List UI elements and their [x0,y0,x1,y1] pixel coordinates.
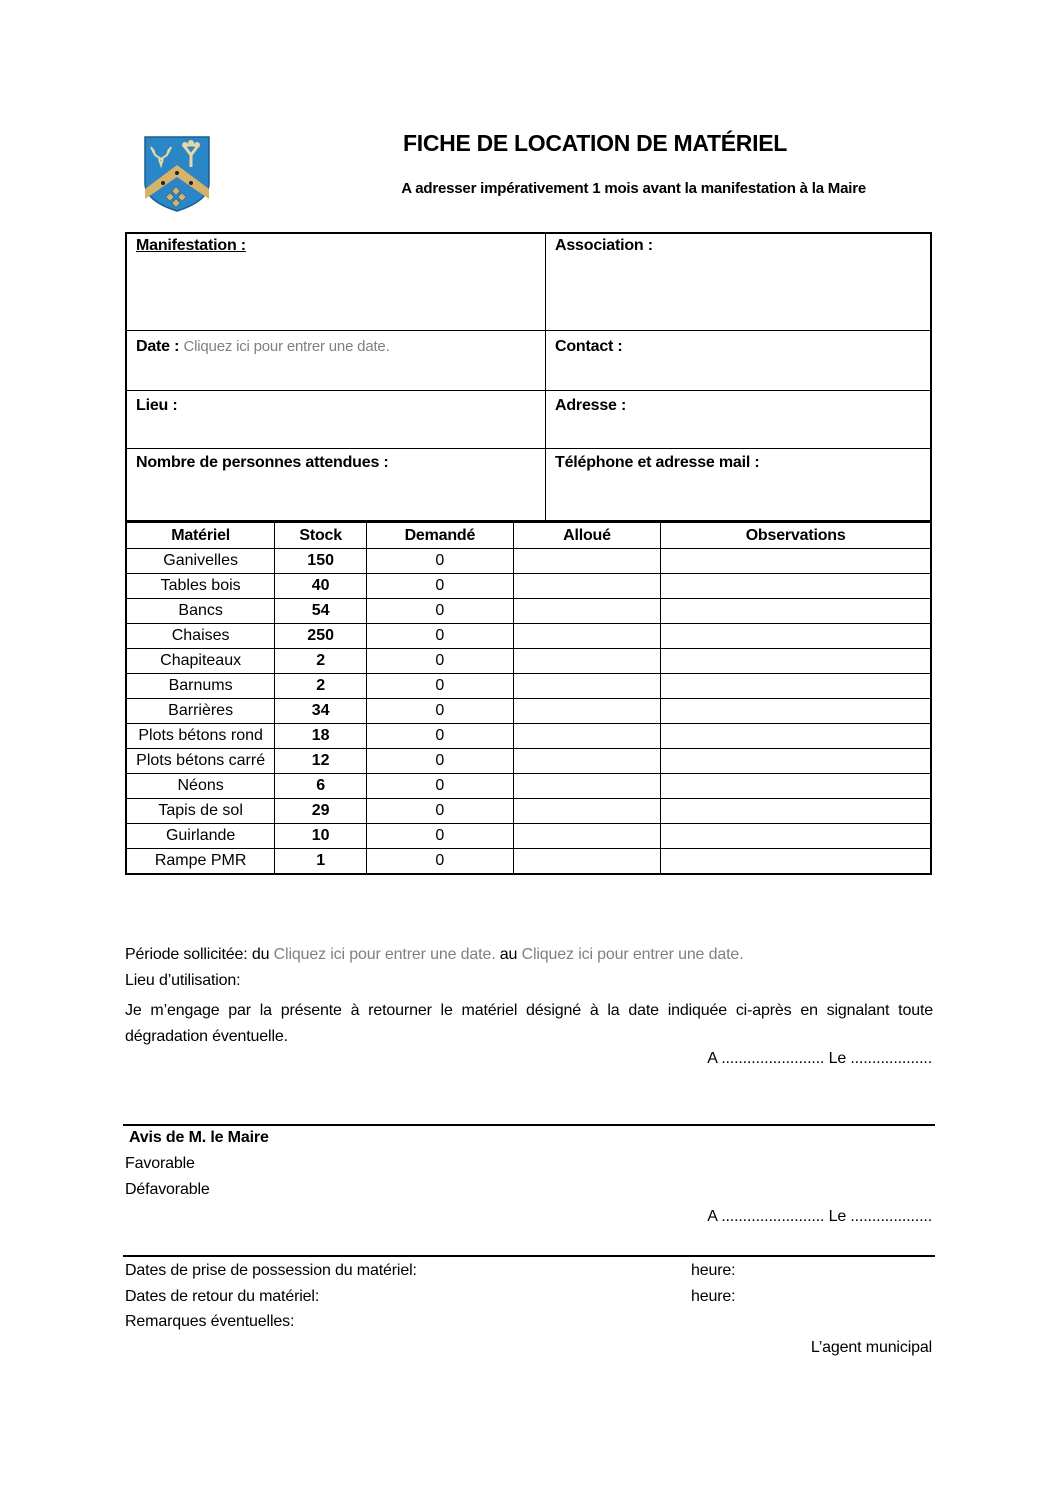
page-title: FICHE DE LOCATION DE MATÉRIEL [403,130,787,156]
material-demande[interactable]: 0 [367,724,514,749]
material-name: Tables bois [126,574,275,599]
material-alloue[interactable] [513,799,661,824]
material-alloue[interactable] [513,599,661,624]
material-stock: 34 [275,699,367,724]
material-row [126,799,931,824]
material-alloue[interactable] [513,624,661,649]
material-stock: 1 [275,849,367,875]
material-name: Bancs [126,599,275,624]
material-stock: 54 [275,599,367,624]
page-subtitle: A adresser impérativement 1 mois avant la manifestation à la Maire [401,180,866,197]
material-observations[interactable] [661,849,931,875]
material-observations[interactable] [661,749,931,774]
material-stock: 2 [275,649,367,674]
manifestation-field[interactable] [127,234,546,330]
sign-place-date-2: A ........................ Le ................... [707,1208,932,1225]
sign-place-date-1: A ........................ Le ................... [707,1050,932,1067]
info-row-date [127,331,930,391]
lieu-label: Lieu : [136,397,178,414]
contact-field[interactable] [546,331,930,390]
coat-of-arms-icon [143,133,211,213]
association-field[interactable] [546,234,930,330]
remarques-label: Remarques éventuelles: [125,1313,295,1330]
material-stock: 40 [275,574,367,599]
telephone-field[interactable] [546,449,930,522]
event-info-table [125,232,932,522]
material-alloue[interactable] [513,674,661,699]
header-materiel: Matériel [126,522,275,549]
coat-of-arms-logo [143,133,211,213]
material-demande[interactable]: 0 [367,749,514,774]
period-label: Période sollicitée: du [125,946,270,963]
material-row [126,824,931,849]
material-row [126,724,931,749]
header-observations: Observations [661,522,931,549]
material-name: Rampe PMR [126,849,275,875]
retour-label: Dates de retour du matériel: [125,1288,320,1305]
adresse-field[interactable] [546,391,930,448]
material-alloue[interactable] [513,549,661,574]
material-stock: 18 [275,724,367,749]
avis-favorable[interactable]: Favorable [125,1155,195,1172]
info-row-manifestation [127,234,930,331]
material-demande[interactable]: 0 [367,624,514,649]
material-alloue[interactable] [513,849,661,875]
manifestation-label: Manifestation : [136,237,246,254]
material-name: Tapis de sol [126,799,275,824]
material-alloue[interactable] [513,749,661,774]
material-stock: 29 [275,799,367,824]
prise-heure-label: heure: [691,1262,736,1279]
material-name: Chapiteaux [126,649,275,674]
lieu-utilisation: Lieu d’utilisation: [125,972,241,989]
materials-body [126,549,931,875]
material-observations[interactable] [661,599,931,624]
material-row [126,549,931,574]
material-alloue[interactable] [513,699,661,724]
material-demande[interactable]: 0 [367,649,514,674]
date-placeholder[interactable]: Cliquez ici pour entrer une date. [183,338,390,355]
material-alloue[interactable] [513,649,661,674]
material-row [126,649,931,674]
material-observations[interactable] [661,624,931,649]
contact-label: Contact : [555,338,623,355]
adresse-label: Adresse : [555,397,627,414]
period-au: au [499,946,518,963]
material-observations[interactable] [661,574,931,599]
material-alloue[interactable] [513,774,661,799]
material-alloue[interactable] [513,724,661,749]
material-stock: 12 [275,749,367,774]
period-to-date[interactable]: Cliquez ici pour entrer une date. [521,946,744,963]
material-observations[interactable] [661,799,931,824]
header-stock: Stock [275,522,367,549]
material-row [126,624,931,649]
period-from-date[interactable]: Cliquez ici pour entrer une date. [273,946,496,963]
date-label: Date : [136,338,180,355]
material-stock: 150 [275,549,367,574]
material-row [126,599,931,624]
telephone-label: Téléphone et adresse mail : [555,454,760,471]
header-demande: Demandé [367,522,514,549]
material-observations[interactable] [661,774,931,799]
divider-1 [123,1124,935,1126]
material-name: Plots bétons carré [126,749,275,774]
material-demande[interactable]: 0 [367,774,514,799]
avis-title: Avis de M. le Maire [129,1129,269,1146]
material-alloue[interactable] [513,574,661,599]
material-stock: 10 [275,824,367,849]
material-row [126,674,931,699]
material-name: Barnums [126,674,275,699]
material-stock: 250 [275,624,367,649]
material-demande[interactable]: 0 [367,599,514,624]
engagement-text: Je m’engage par la présente à retourner le matériel désigné à la date indiquée ci-après en signalant toute dégradation éventuelle. [125,1002,933,1045]
material-demande[interactable]: 0 [367,799,514,824]
material-name: Guirlande [126,824,275,849]
materials-table [125,521,932,875]
material-observations[interactable] [661,674,931,699]
material-stock: 6 [275,774,367,799]
material-name: Barrières [126,699,275,724]
material-name: Chaises [126,624,275,649]
info-row-lieu [127,391,930,449]
personnes-label: Nombre de personnes attendues : [136,454,389,471]
material-row [126,849,931,875]
material-demande[interactable]: 0 [367,699,514,724]
prise-possession-label: Dates de prise de possession du matériel: [125,1262,417,1279]
material-observations[interactable] [661,649,931,674]
divider-2 [123,1255,935,1257]
material-row [126,774,931,799]
material-name: Néons [126,774,275,799]
personnes-field[interactable] [127,449,546,522]
lieu-field[interactable] [127,391,546,448]
material-row [126,699,931,724]
material-row [126,574,931,599]
material-observations[interactable] [661,824,931,849]
material-alloue[interactable] [513,824,661,849]
material-row [126,749,931,774]
materials-header-row [126,522,931,549]
retour-heure-label: heure: [691,1288,736,1305]
material-observations[interactable] [661,549,931,574]
agent-signature-label: L’agent municipal [810,1339,932,1356]
association-label: Association : [555,237,653,254]
period-line [125,946,935,964]
date-field[interactable] [127,331,546,390]
material-observations[interactable] [661,724,931,749]
info-row-personnes [127,449,930,522]
header-alloue: Alloué [513,522,661,549]
material-demande[interactable]: 0 [367,549,514,574]
avis-defavorable[interactable]: Défavorable [125,1181,210,1198]
material-name: Ganivelles [126,549,275,574]
material-demande[interactable]: 0 [367,674,514,699]
material-stock: 2 [275,674,367,699]
material-observations[interactable] [661,699,931,724]
material-demande[interactable]: 0 [367,574,514,599]
material-demande[interactable]: 0 [367,824,514,849]
material-name: Plots bétons rond [126,724,275,749]
material-demande[interactable]: 0 [367,849,514,875]
